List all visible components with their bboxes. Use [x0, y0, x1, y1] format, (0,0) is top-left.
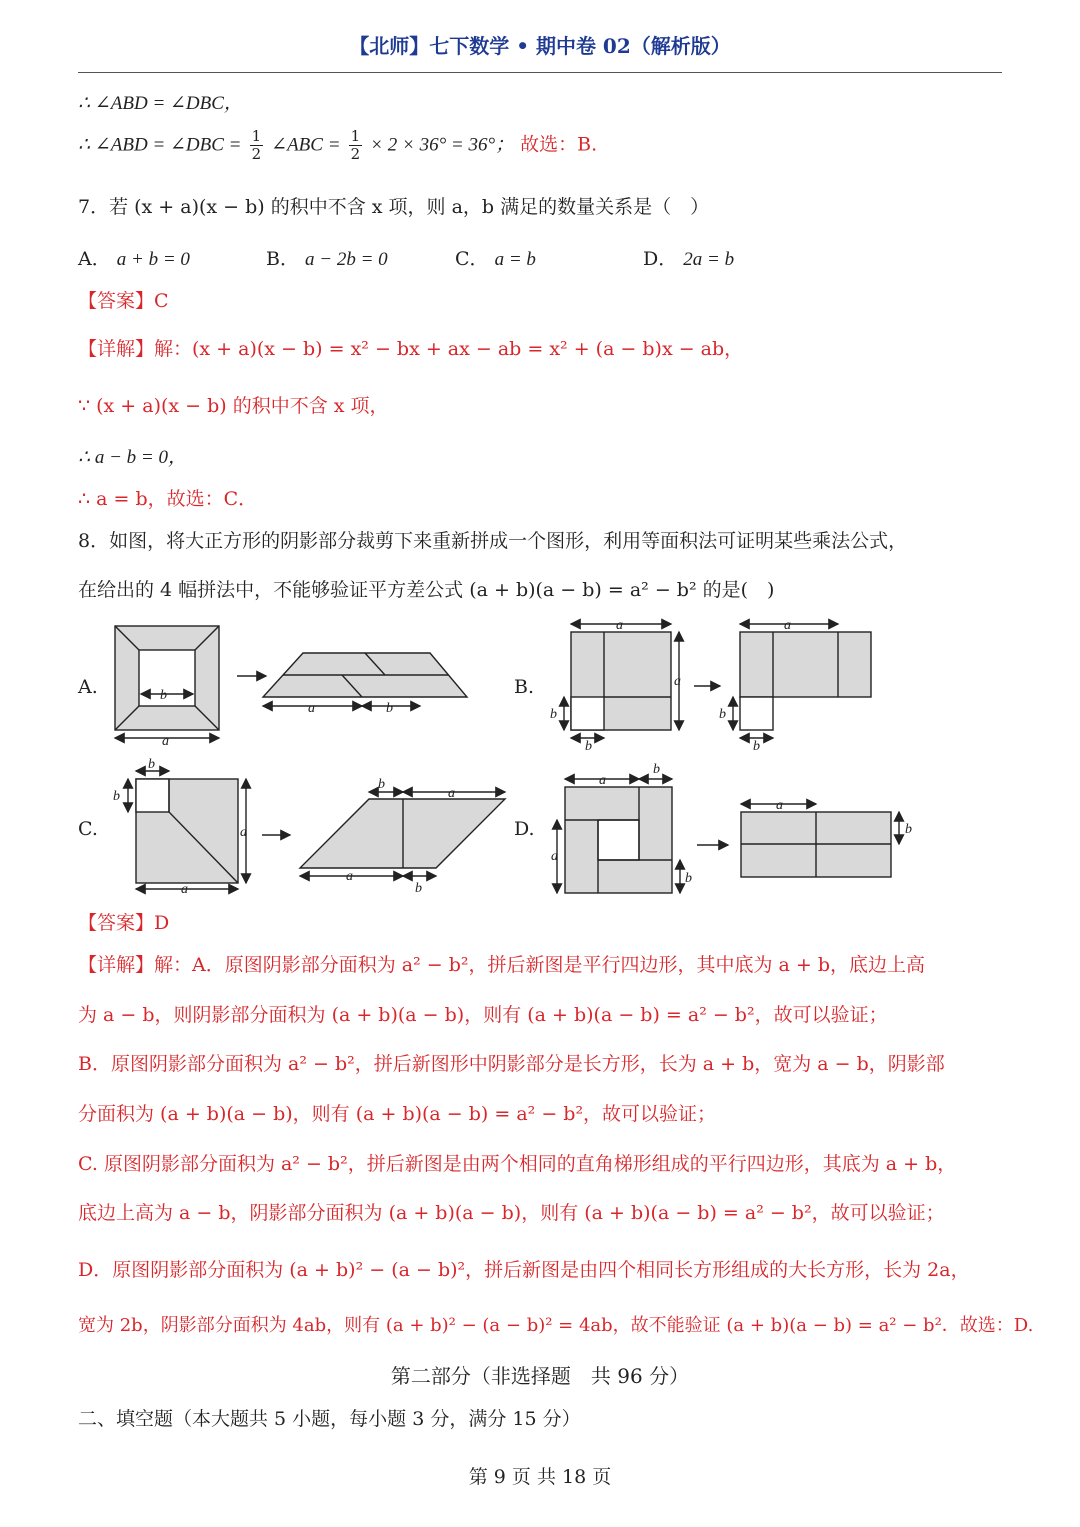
q7-step-1: ∵ (x + a)(x − b) 的积中不含 x 项，: [78, 395, 389, 417]
figure-d-rearranged: [741, 804, 899, 877]
svg-text:a: a: [162, 734, 169, 749]
svg-text:b: b: [113, 789, 120, 804]
q8-stem-1: 8．如图，将大正方形的阴影部分裁剪下来重新拼成一个图形，利用等面积法可证明某些乘法公式，: [78, 530, 908, 552]
svg-text:b: b: [585, 739, 592, 754]
svg-text:b: b: [378, 777, 385, 792]
svg-text:b: b: [386, 701, 393, 716]
q8-stem-2: 在给出的 4 幅拼法中，不能够验证平方差公式 (a + b)(a − b) = a² − b² 的是( ): [78, 579, 775, 601]
figure-d-original: [557, 779, 680, 893]
q8-detail-5: C. 原图阴影部分面积为 a² − b²，拼后新图是由两个相同的直角梯形组成的平行四边形，其底为 a + b，: [78, 1153, 957, 1175]
figure-a-rearranged: [263, 653, 467, 706]
q7-option-a: A． a + b = 0: [78, 248, 190, 270]
fig-label-b: B.: [514, 676, 535, 698]
page-footer: 第 9 页 共 18 页: [468, 1466, 612, 1488]
section-fill-in: 二、填空题（本大题共 5 小题，每小题 3 分，满分 15 分）: [78, 1408, 581, 1430]
fig-label-a: A.: [78, 676, 98, 698]
q7-detail-text: 解：(x + a)(x − b) = x² − bx + ax − ab = x² + (a − b)x − ab，: [154, 338, 744, 360]
svg-text:a: a: [308, 701, 315, 716]
svg-text:a: a: [616, 618, 623, 633]
part2-title: 第二部分（非选择题 共 96 分）: [390, 1364, 690, 1388]
svg-text:a: a: [240, 825, 247, 840]
svg-text:b: b: [160, 688, 167, 703]
q6-fraction-1: $\frac{1}{2}$: [251, 127, 262, 163]
q6-step-2c: × 2 × 36° = 36°；: [370, 134, 515, 156]
q7-option-d: D． 2a = b: [643, 248, 735, 270]
svg-text:b: b: [685, 871, 692, 886]
q8-detail-4: 分面积为 (a + b)(a − b)，则有 (a + b)(a − b) = a² − b²，故可以验证；: [78, 1103, 717, 1125]
q7-option-c: C． a = b: [455, 248, 536, 270]
q8-detail-8: 宽为 2b，阴影部分面积为 4ab，则有 (a + b)² − (a − b)² = 4ab，故不能验证 (a + b)(a − b) = a² − b²．故选：D.: [78, 1315, 1034, 1336]
q6-step-2b: ∠ABC =: [271, 134, 341, 156]
q8-detail-7: D．原图阴影部分面积为 (a + b)² − (a − b)²，拼后新图是由四个相同长方形组成的大长方形，长为 2a，: [78, 1259, 970, 1281]
q7-stem: 7．若 (x + a)(x − b) 的积中不含 x 项，则 a，b 满足的数量关系是（ ）: [78, 196, 710, 218]
q7-detail: 【详解】解：(x + a)(x − b) = x² − bx + ax − ab = x² + (a − b)x − ab，: [78, 338, 744, 360]
q7-step-2: ∴ a − b = 0，: [78, 447, 187, 468]
q7-step-3: ∴ a = b，故选：C．: [78, 488, 258, 510]
svg-text:b: b: [719, 707, 726, 722]
svg-text:a: a: [784, 618, 791, 633]
svg-text:a: a: [551, 849, 558, 864]
q8-detail-3: B．原图阴影部分面积为 a² − b²，拼后新图形中阴影部分是长方形，长为 a + b，宽为 a − b，阴影部: [78, 1053, 945, 1075]
figure-c-original: [128, 771, 246, 889]
figure-a-original: [115, 626, 219, 738]
figure-b-rearranged: [733, 624, 871, 738]
page-header: 【北师】七下数学 • 期中卷 02（解析版）: [349, 34, 731, 58]
svg-text:a: a: [181, 882, 188, 897]
fig-label-d: D.: [514, 818, 535, 840]
svg-text:a: a: [346, 869, 353, 884]
q8-detail-2: 为 a − b，则阴影部分面积为 (a + b)(a − b)，则有 (a + b)(a − b) = a² − b²，故可以验证；: [78, 1004, 888, 1026]
svg-text:b: b: [415, 881, 422, 896]
figure-b-original: [564, 624, 679, 738]
svg-text:a: a: [776, 798, 783, 813]
q6-step-1: ∴ ∠ABD = ∠DBC，: [78, 93, 243, 114]
figure-c-rearranged: [300, 792, 505, 876]
svg-text:a: a: [448, 786, 455, 801]
q8-detail-1: 【详解】解：A．原图阴影部分面积为 a² − b²，拼后新图是平行四边形，其中底为 a + b，底边上高: [78, 954, 926, 976]
svg-text:b: b: [653, 762, 660, 777]
fig-label-c: C.: [78, 818, 98, 840]
q8-detail-6: 底边上高为 a − b，阴影部分面积为 (a + b)(a − b)，则有 (a + b)(a − b) = a² − b²，故可以验证；: [78, 1202, 945, 1224]
q7-option-b: B． a − 2b = 0: [266, 248, 388, 270]
svg-text:a: a: [674, 674, 681, 689]
q8-answer: 【答案】D: [78, 912, 170, 934]
svg-text:b: b: [905, 822, 912, 837]
svg-text:a: a: [599, 773, 606, 788]
svg-text:b: b: [753, 739, 760, 754]
q6-step-2a: ∴ ∠ABD = ∠DBC =: [78, 134, 242, 156]
q6-conclusion: 故选：B.: [520, 133, 598, 156]
q6-fraction-2: $\frac{1}{2}$: [350, 127, 361, 163]
svg-text:b: b: [148, 757, 155, 772]
q7-answer: 【答案】C: [78, 290, 169, 312]
svg-text:b: b: [550, 707, 557, 722]
